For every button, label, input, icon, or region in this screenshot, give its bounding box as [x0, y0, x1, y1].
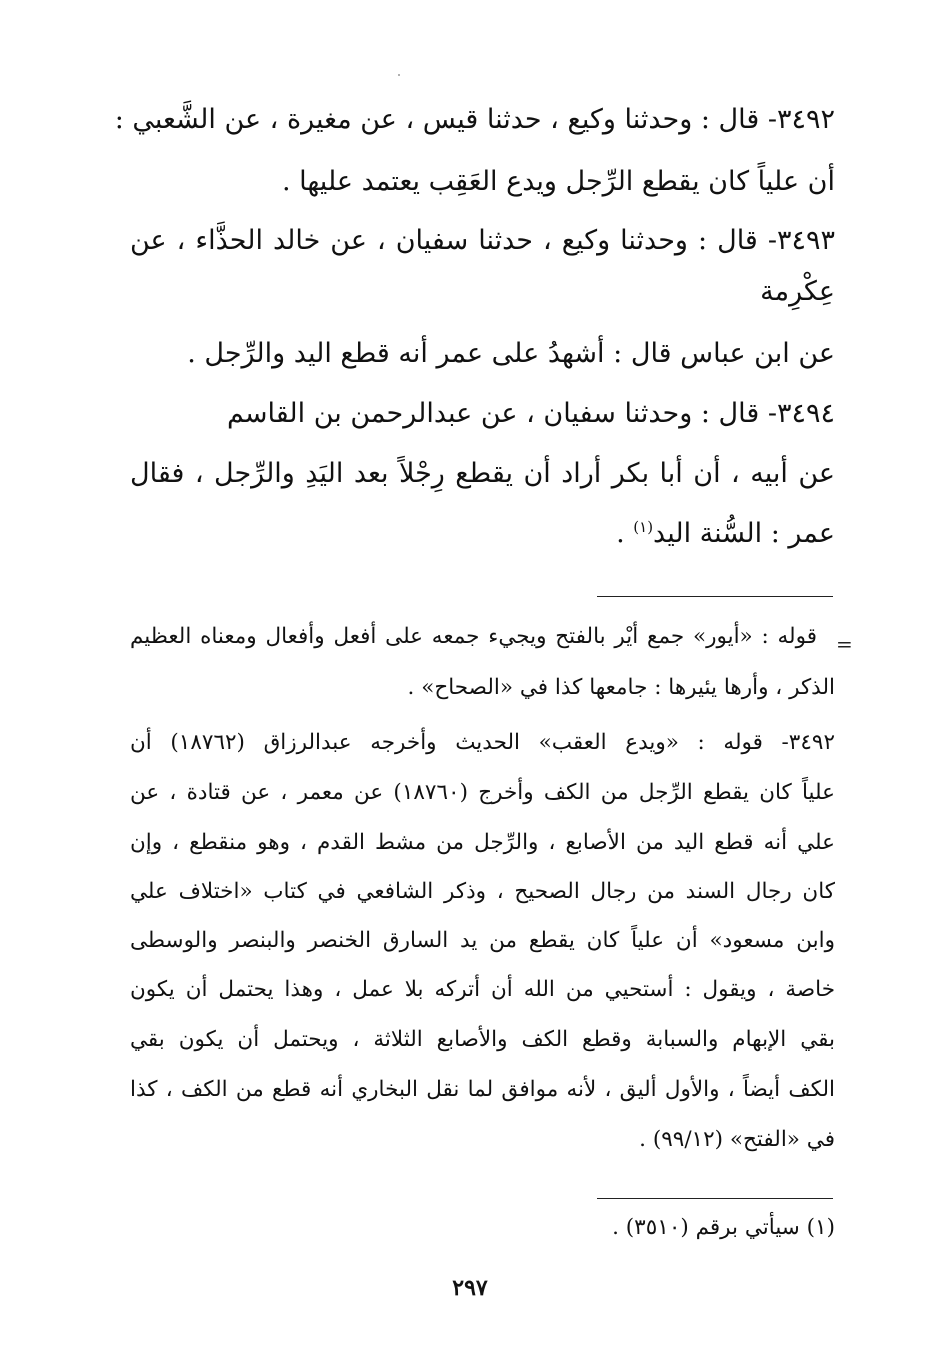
hadith-3494-line-2: عن أبيه ، أن أبا بكر أراد أن يقطع رِجْلاً بعد اليَدِ والرِّجل ، فقال: [130, 458, 835, 489]
footnote-ref-1: (١): [633, 518, 654, 536]
commentary-line-10: الكف أيضاً ، والأول أليق ، لأنه موافق لما نقل البخاري أنه قطع من الكف ، كذا: [130, 1077, 835, 1102]
hadith-3492-line-1: ٣٤٩٢- قال : وحدثنا وكيع ، حدثنا قيس ، عن مغيرة ، عن الشَّعبي :: [114, 104, 835, 135]
commentary-line-9: بقي الإبهام والسبابة وقطع الكف والأصابع الثلاثة ، ويحتمل أن يكون بقي: [130, 1027, 836, 1052]
continuation-mark: =: [836, 632, 853, 656]
footnote-rule: [597, 1198, 833, 1199]
hadith-3494-line-3-end: .: [616, 518, 634, 549]
hadith-3494-line-3: [130, 518, 835, 550]
separator-rule: [597, 596, 833, 597]
commentary-line-11: في «الفتح» (٩٩/١٢) .: [639, 1127, 835, 1152]
footnote-1: (١) سيأتي برقم (٣٥١٠) .: [612, 1215, 835, 1240]
hadith-3492-line-2: أن علياً كان يقطع الرِّجل ويدع العَقِب يعتمد عليها .: [281, 166, 835, 197]
speck: [398, 74, 400, 76]
hadith-3494-line-3-text: عمر : السُّنة اليد: [653, 518, 835, 549]
hadith-3493-line-3: عن ابن عباس قال : أشهدُ على عمر أنه قطع اليد والرِّجل .: [187, 338, 835, 369]
hadith-3494-line-1: ٣٤٩٤- قال : وحدثنا سفيان ، عن عبدالرحمن بن القاسم: [226, 398, 835, 429]
commentary-line-7: وابن مسعود» أن علياً كان يقطع من يد السارق الخنصر والبنصر والوسطى: [130, 928, 835, 953]
commentary-line-1: قوله : «أيور» جمع أيْر بالفتح ويجيء جمعه على أفعل وأفعال ومعناه العظيم: [130, 624, 817, 649]
commentary-line-3: ٣٤٩٢- قوله : «ويدع العقب» الحديث وأخرجه عبدالرزاق (١٨٧٦٢) أن: [130, 730, 835, 755]
commentary-line-8: خاصة ، ويقول : أستحيي من الله أن أتركه بلا عمل ، وهذا يحتمل أن يكون: [130, 977, 835, 1002]
commentary-line-2: الذكر ، وأرها يئيرها : جامعها كذا في «الصحاح» .: [407, 675, 835, 700]
hadith-3493-line-1: ٣٤٩٣- قال : وحدثنا وكيع ، حدثنا سفيان ، عن خالد الحذَّاء ، عن: [130, 225, 835, 256]
commentary-line-4: علياً كان يقطع الرِّجل من الكف وأخرج (١٨٧٦٠) عن معمر ، عن قتادة ، عن: [130, 780, 835, 805]
page-number: ٢٩٧: [452, 1275, 488, 1301]
hadith-3493-line-2: عِكْرِمة: [760, 276, 835, 307]
commentary-line-5: علي أنه قطع اليد من الأصابع ، والرِّجل من مشط القدم ، وهو منقطع ، وإن: [130, 830, 835, 855]
commentary-line-6: كان رجال السند من رجال الصحيح ، وذكر الشافعي في كتاب «اختلاف علي: [130, 879, 835, 904]
